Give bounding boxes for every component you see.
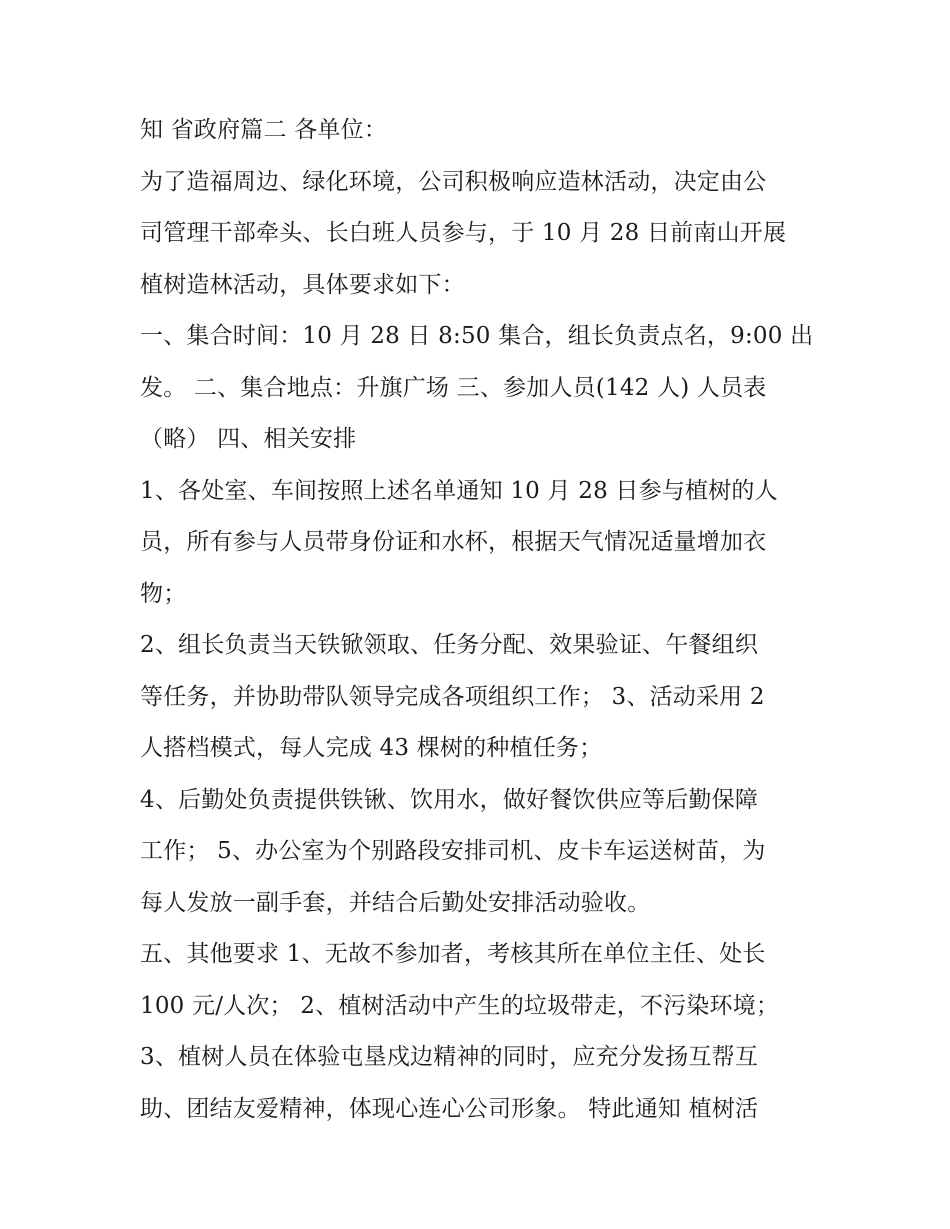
text-line: 4、后勤处负责提供铁锹、饮用水，做好餐饮供应等后勤保障 [140, 786, 759, 813]
text-line: 知 省政府篇二 各单位： [140, 117, 388, 143]
text-line: 1、各处室、车间按照上述名单通知 10 月 28 日参与植树的人 [140, 477, 778, 504]
text-line: 2、组长负责当天铁锨领取、任务分配、效果验证、午餐组织 [140, 632, 759, 658]
text-line: 物； [140, 580, 187, 607]
text-line: 植树造林活动，具体要求如下： [140, 271, 465, 298]
document-body [140, 105, 820, 1135]
text-line: 每人发放一副手套，并结合后勤处安排活动验收。 [140, 889, 651, 916]
text-line: 司管理干部牵头、长白班人员参与，于 10 月 28 日前南山开展 [140, 220, 787, 246]
text-line: 员，所有参与人员带身份证和水杯，根据天气情况适量增加衣 [140, 529, 767, 555]
text-line: 助、团结友爱精神，体现心连心公司形象。 特此通知 植树活 [140, 1095, 759, 1122]
text-line: 等任务，并协助带队领导完成各项组织工作； 3、活动采用 2 [140, 683, 765, 710]
text-line: 100 元/人次； 2、植树活动中产生的垃圾带走，不污染环境； [140, 992, 780, 1019]
text-line: （略） 四、相关安排 [140, 426, 357, 452]
text-line: 五、其他要求 1、无故不参加者，考核其所在单位主任、处长 [140, 941, 766, 967]
text-line: 发。 二、集合地点：升旗广场 三、参加人员(142 人) 人员表 [140, 374, 767, 401]
text-line: 人搭档模式，每人完成 43 棵树的种植任务； [140, 735, 603, 761]
text-line: 为了造福周边、绿化环境，公司积极响应造林活动，决定由公 [140, 168, 767, 195]
text-line: 一、集合时间：10 月 28 日 8:50 集合，组长负责点名，9:00 出 [140, 323, 814, 349]
text-line: 3、植树人员在体验屯垦戍边精神的同时，应充分发扬互帮互 [140, 1044, 759, 1070]
text-line: 工作； 5、办公室为个别路段安排司机、皮卡车运送树苗，为 [140, 838, 766, 864]
